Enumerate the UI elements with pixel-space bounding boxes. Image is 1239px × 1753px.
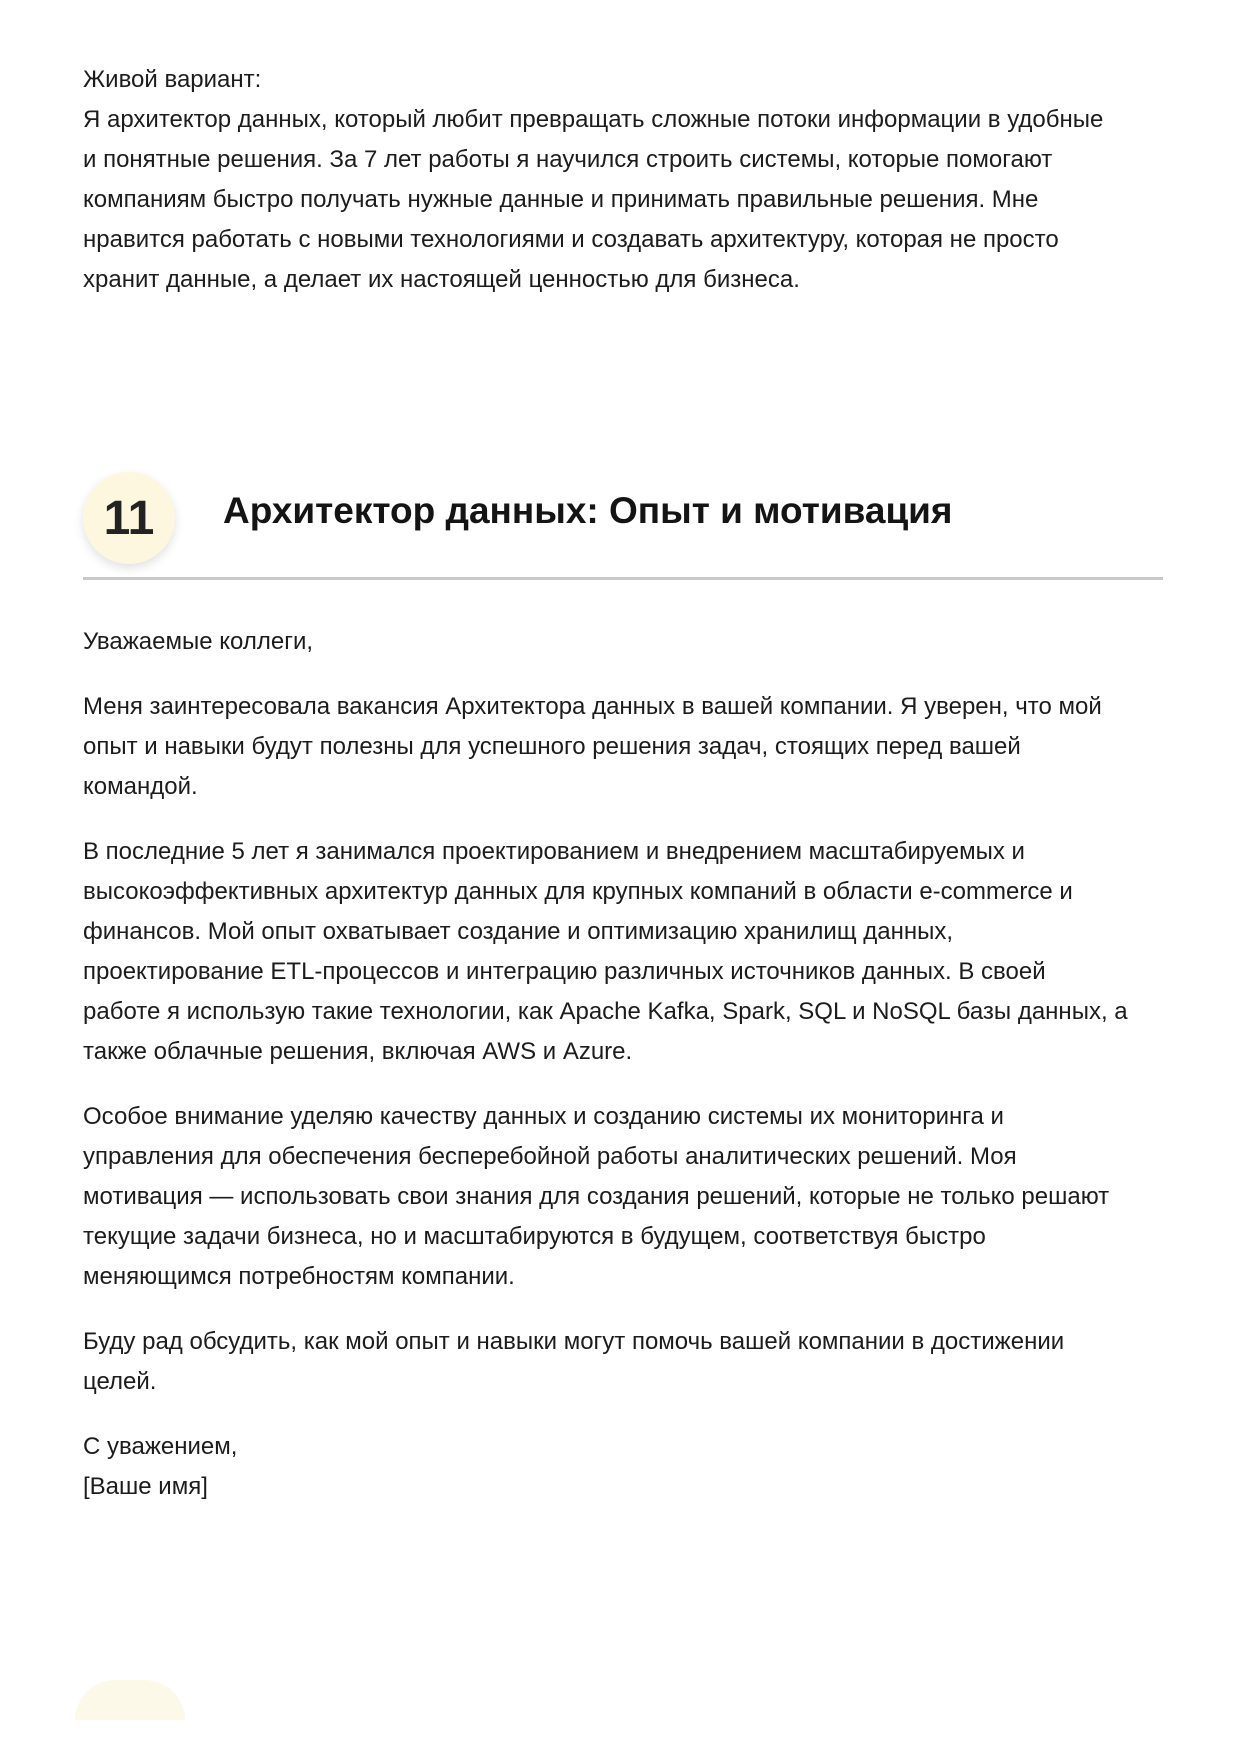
letter-line: Меня заинтересовала вакансия Архитектора данных в вашей компании. Я уверен, что мой: [83, 693, 1102, 720]
letter-line: целей.: [83, 1368, 157, 1395]
letter-sign-off: [83, 1427, 1163, 1507]
section-number-badge: 11: [83, 472, 175, 564]
intro-line: компаниям быстро получать нужные данные и принимать правильные решения. Мне: [83, 186, 1039, 213]
letter-paragraph: [83, 1322, 1163, 1402]
next-section-badge: [75, 1680, 185, 1720]
letter-line: проектирование ETL-процессов и интеграцию различных источников данных. В своей: [83, 958, 1046, 985]
cover-letter: [83, 622, 1163, 1532]
letter-line: опыт и навыки будут полезны для успешного решения задач, стоящих перед вашей: [83, 733, 1021, 760]
letter-line: высокоэффективных архитектур данных для крупных компаний в области e-commerce и: [83, 878, 1073, 905]
intro-block: [83, 60, 1163, 300]
letter-greeting: [83, 622, 1163, 662]
letter-line: Буду рад обсудить, как мой опыт и навыки могут помочь вашей компании в достижении: [83, 1328, 1065, 1355]
intro-line: хранит данные, а делает их настоящей ценностью для бизнеса.: [83, 266, 800, 293]
intro-line: нравится работать с новыми технологиями и создавать архитектуру, которая не просто: [83, 226, 1059, 253]
letter-paragraph: [83, 1097, 1163, 1297]
letter-line: работе я использую такие технологии, как Apache Kafka, Spark, SQL и NoSQL базы данных, а: [83, 998, 1128, 1025]
greeting-text: Уважаемые коллеги,: [83, 628, 314, 655]
letter-line: Особое внимание уделяю качеству данных и созданию системы их мониторинга и: [83, 1103, 1004, 1130]
intro-line: Я архитектор данных, который любит превращать сложные потоки информации в удобные: [83, 106, 1104, 133]
letter-line: финансов. Мой опыт охватывает создание и оптимизацию хранилищ данных,: [83, 918, 954, 945]
signature-placeholder: [Ваше имя]: [83, 1473, 208, 1500]
letter-line: управления для обеспечения бесперебойной работы аналитических решений. Моя: [83, 1143, 1017, 1170]
letter-line: текущие задачи бизнеса, но и масштабируются в будущем, соответствуя быстро: [83, 1223, 986, 1250]
letter-line: мотивация — использовать свои знания для создания решений, которые не только решают: [83, 1183, 1110, 1210]
letter-line: также облачные решения, включая AWS и Azure.: [83, 1038, 633, 1065]
section-header: [83, 470, 1163, 580]
letter-line: командой.: [83, 773, 198, 800]
closing-text: С уважением,: [83, 1433, 238, 1460]
intro-line: и понятные решения. За 7 лет работы я научился строить системы, которые помогают: [83, 146, 1053, 173]
letter-line: меняющимся потребностям компании.: [83, 1263, 515, 1290]
section-title: Архитектор данных: Опыт и мотивация: [223, 490, 953, 531]
letter-line: В последние 5 лет я занимался проектированием и внедрением масштабируемых и: [83, 838, 1025, 865]
intro-label: Живой вариант:: [83, 66, 262, 93]
letter-paragraph: [83, 832, 1163, 1072]
letter-paragraph: [83, 687, 1163, 807]
